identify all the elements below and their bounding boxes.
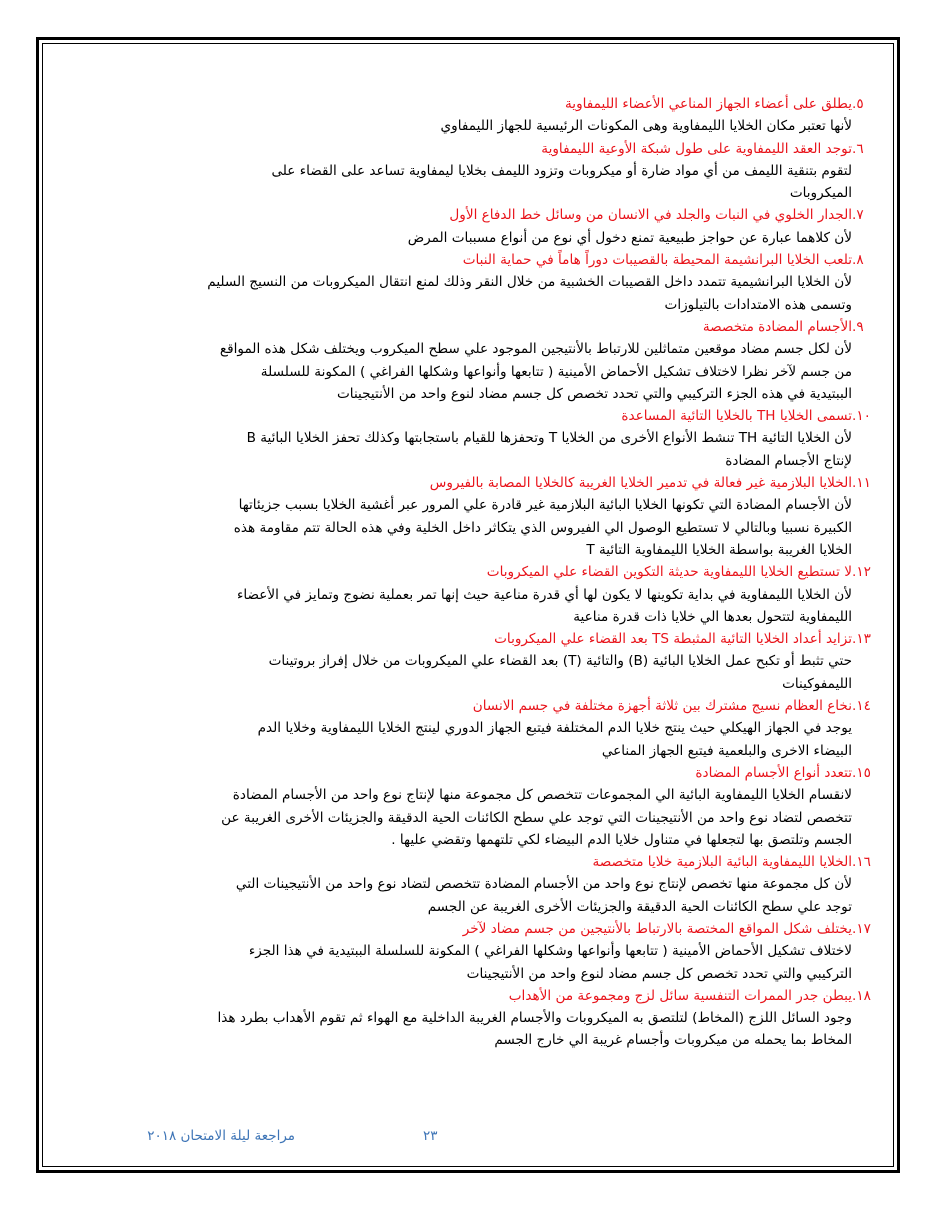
answer (96, 494, 878, 561)
answer-line: لأن الخلايا البرانشيمية تتمدد داخل القصيبات الخشبية من خلال النقر وذلك لمنع انتقال الميكروبات من النسيج السليم (207, 274, 852, 291)
answer-line: لاختلاف تشكيل الأحماض الأمينية ( تتابعها وأنواعها وشكلها الفراغي ) المكونة للسلسلة الببتيدية في هذا الجزء (248, 943, 852, 960)
answer (96, 784, 878, 851)
qa-item (96, 695, 878, 762)
answer (96, 873, 878, 918)
answer-line: لأن لكل جسم مضاد موقعين متماثلين للارتباط بالأنتيجين الموجود علي سطح الميكروب ويختلف شكل هذه المواقع (219, 341, 852, 358)
question (96, 851, 878, 873)
question-number: .٩ (852, 318, 864, 335)
answer (96, 650, 878, 695)
footer-title: مراجعة ليلة الامتحان ٢٠١٨ (147, 1128, 295, 1144)
qa-item (96, 851, 878, 918)
answer-line: لانقسام الخلايا الليمفاوية البائية الي المجموعات تتخصص كل مجموعة منها لإنتاج نوع واحد من الأجسام المضادة (232, 787, 852, 804)
question-number: .١٣ (852, 631, 871, 648)
question-number: .٧ (852, 207, 864, 224)
question-number: .١٧ (852, 920, 871, 937)
question (96, 985, 878, 1007)
question-text: يبطن جدر الممرات التنفسية سائل لزج ومجموعة من الأهداب (508, 987, 852, 1004)
qa-item (96, 628, 878, 695)
question-text: تتعدد أنواع الأجسام المضادة (695, 764, 852, 781)
answer (96, 338, 878, 405)
answer-line: لأنها تعتبر مكان الخلايا الليمفاوية وهى المكونات الرئيسية للجهاز الليمفاوي (440, 118, 852, 135)
answer-line: لأن الأجسام المضادة التي تكونها الخلايا البائية البلازمية غير قادرة علي المرور عبر أغشية الخلايا بسبب جزيئاتها (238, 497, 852, 514)
answer-line: توجد علي سطح الكائنات الحية الدقيقة والجزيئات الأخرى الغريبة عن الجسم (427, 898, 852, 915)
qa-item (96, 138, 878, 205)
answer-line: الخلايا الغريبة بواسطة الخلايا الليمفاوية التائية T (586, 541, 852, 558)
qa-item (96, 93, 878, 138)
question-text: لا تستطيع الخلايا الليمفاوية حديثة التكوين القضاء علي الميكروبات (486, 564, 852, 581)
qa-item (96, 762, 878, 851)
question (96, 249, 878, 271)
answer-line: المخاط بما يحمله من ميكروبات وأجسام غريبة الي خارج الجسم (494, 1032, 852, 1049)
answer-line: الجسم وتلتصق بها لتجعلها في متناول خلايا الدم البيضاء لكي تلتهمها وتقضي عليها . (391, 831, 852, 848)
answer-line: حتي تثبط أو تكبح عمل الخلايا البائية (B) والتائية (T) بعد القضاء علي الميكروبات من خلال إفراز بروتينات (268, 653, 852, 670)
qa-item (96, 249, 878, 316)
answer (96, 584, 878, 629)
qa-item (96, 985, 878, 1052)
answer-line: الببتيدية في هذه الجزء التركيبي والتي تحدد تخصص كل جسم مضاد لنوع واحد من الأنتيجينات (337, 385, 852, 402)
question-number: .٨ (852, 252, 864, 269)
qa-list (96, 93, 878, 1052)
question (96, 628, 878, 650)
question (96, 762, 878, 784)
answer-line: الليمفوكينات (782, 675, 852, 692)
question-number: .١٥ (852, 764, 871, 781)
answer-line: لأن كل مجموعة منها تخصص لإنتاج نوع واحد من الأجسام المضادة تتخصص لتضاد نوع واحد من الأنتيجينات التي (235, 876, 852, 893)
question (96, 316, 878, 338)
question-number: .١١ (852, 475, 871, 492)
question-number: .٥ (852, 96, 864, 112)
question-number: .١٠ (852, 408, 871, 425)
question-text: يختلف شكل المواقع المختصة بالارتباط بالأنتيجين من جسم مضاد لآخر (462, 920, 852, 937)
question-text: توجد العقد الليمفاوية على طول شبكة الأوعية الليمفاوية (541, 140, 852, 157)
answer-line: لأن الخلايا الليمفاوية في بداية تكوينها لا يكون لها أي قدرة مناعية حيث إنها تمر بعملية نضوج وتمايز في الأعضاء (236, 586, 852, 603)
answer-line: البيضاء الاخرى والبلعمية فيتبع الجهاز المناعي (601, 742, 852, 759)
answer-line: وتسمى هذه الامتدادات بالتيلوزات (664, 296, 852, 313)
answer-line: لتقوم بتنقية الليمف من أي مواد ضارة أو ميكروبات وتزود الليمف بخلايا ليمفاوية تساعد على القضاء على (271, 162, 852, 179)
question-text: يطلق على أعضاء الجهاز المناعي الأعضاء الليمفاوية (565, 96, 852, 112)
question-number: .١٢ (852, 564, 871, 581)
qa-item (96, 405, 878, 472)
qa-item (96, 472, 878, 561)
qa-item (96, 316, 878, 405)
question (96, 138, 878, 160)
answer (96, 940, 878, 985)
answer-line: التركيبي والتي تحدد تخصص كل جسم مضاد لنوع واحد من الأنتيجينات (466, 965, 852, 982)
question-text: الجدار الخلوي في النبات والجلد في الانسان من وسائل خط الدفاع الأول (449, 207, 852, 224)
question (96, 472, 878, 494)
question-text: تزايد أعداد الخلايا التائية المثبطة TS بعد القضاء علي الميكروبات (494, 631, 852, 648)
question (96, 204, 878, 226)
qa-item (96, 204, 878, 249)
answer (96, 115, 878, 137)
question (96, 918, 878, 940)
question-text: الأجسام المضادة متخصصة (702, 318, 852, 335)
answer-line: لأن الخلايا التائية TH تنشط الأنواع الأخرى من الخلايا T وتحفزها للقيام باستجابتها وكذلك تحفز الخلايا البائية B (246, 430, 852, 447)
answer-line: وجود السائل اللزج (المخاط) لتلتصق به الميكروبات والأجسام الغريبة الداخلية مع الهواء ثم تقوم الأهداب بطرد هذا (217, 1010, 852, 1027)
question (96, 561, 878, 583)
question-number: .٦ (852, 140, 864, 157)
qa-item (96, 561, 878, 628)
answer-line: الكبيرة نسبيا وبالتالي لا تستطيع الوصول الي الفيروس الذي يتكاثر داخل الخلية وفي هذه الحالة تتم مقاومة هذه (233, 519, 852, 536)
question-number: .١٨ (852, 987, 871, 1004)
question-text: نخاع العظام نسيج مشترك بين ثلاثة أجهزة مختلفة في جسم الانسان (472, 698, 852, 715)
answer (96, 271, 878, 316)
answer (96, 427, 878, 472)
question-text: تسمى الخلايا TH بالخلايا التائية المساعدة (621, 408, 852, 425)
answer (96, 160, 878, 205)
answer-line: الميكروبات (789, 185, 852, 202)
question (96, 93, 878, 115)
question-text: تلعب الخلايا البرانشيمة المحيطة بالقصيبات دوراً هاماً في حماية النبات (462, 252, 852, 269)
question-number: .١٦ (852, 854, 871, 871)
page-number: ٢٣ (423, 1128, 438, 1144)
question-text: الخلايا الليمفاوية البائية البلازمية خلايا متخصصة (592, 854, 852, 871)
answer-line: يوجد في الجهاز الهيكلي حيث ينتج خلايا الدم المختلفة فيتبع الجهاز الدوري لينتج الخلايا الليمفاوية وخلايا الدم (257, 720, 852, 737)
answer (96, 227, 878, 249)
question-text: الخلايا البلازمية غير فعالة في تدمير الخلايا الغريبة كالخلايا المصابة بالفيروس (429, 475, 852, 492)
question-number: .١٤ (852, 698, 871, 715)
answer (96, 1007, 878, 1052)
answer-line: تتخصص لتضاد نوع واحد من الأنتيجينات التي توجد علي سطح الكائنات الحية الدقيقة والجزيئات الأخرى الغريبة عن (221, 809, 852, 826)
answer-line: لإنتاج الأجسام المضادة (725, 452, 852, 469)
qa-item (96, 918, 878, 985)
question (96, 695, 878, 717)
answer-line: من جسم لآخر نظرا لاختلاف تشكيل الأحماض الأمينية ( تتابعها وأنواعها وشكلها الفراغي ) المكونة للسلسلة (260, 363, 852, 380)
answer-line: الليمفاوية لتتحول بعدها الي خلايا ذات قدرة مناعية (573, 608, 852, 625)
answer-line: لأن كلاهما عبارة عن حواجز طبيعية تمنع دخول أي نوع من أنواع مسببات المرض (407, 229, 852, 246)
question (96, 405, 878, 427)
page-footer (0, 1128, 935, 1152)
answer (96, 717, 878, 762)
